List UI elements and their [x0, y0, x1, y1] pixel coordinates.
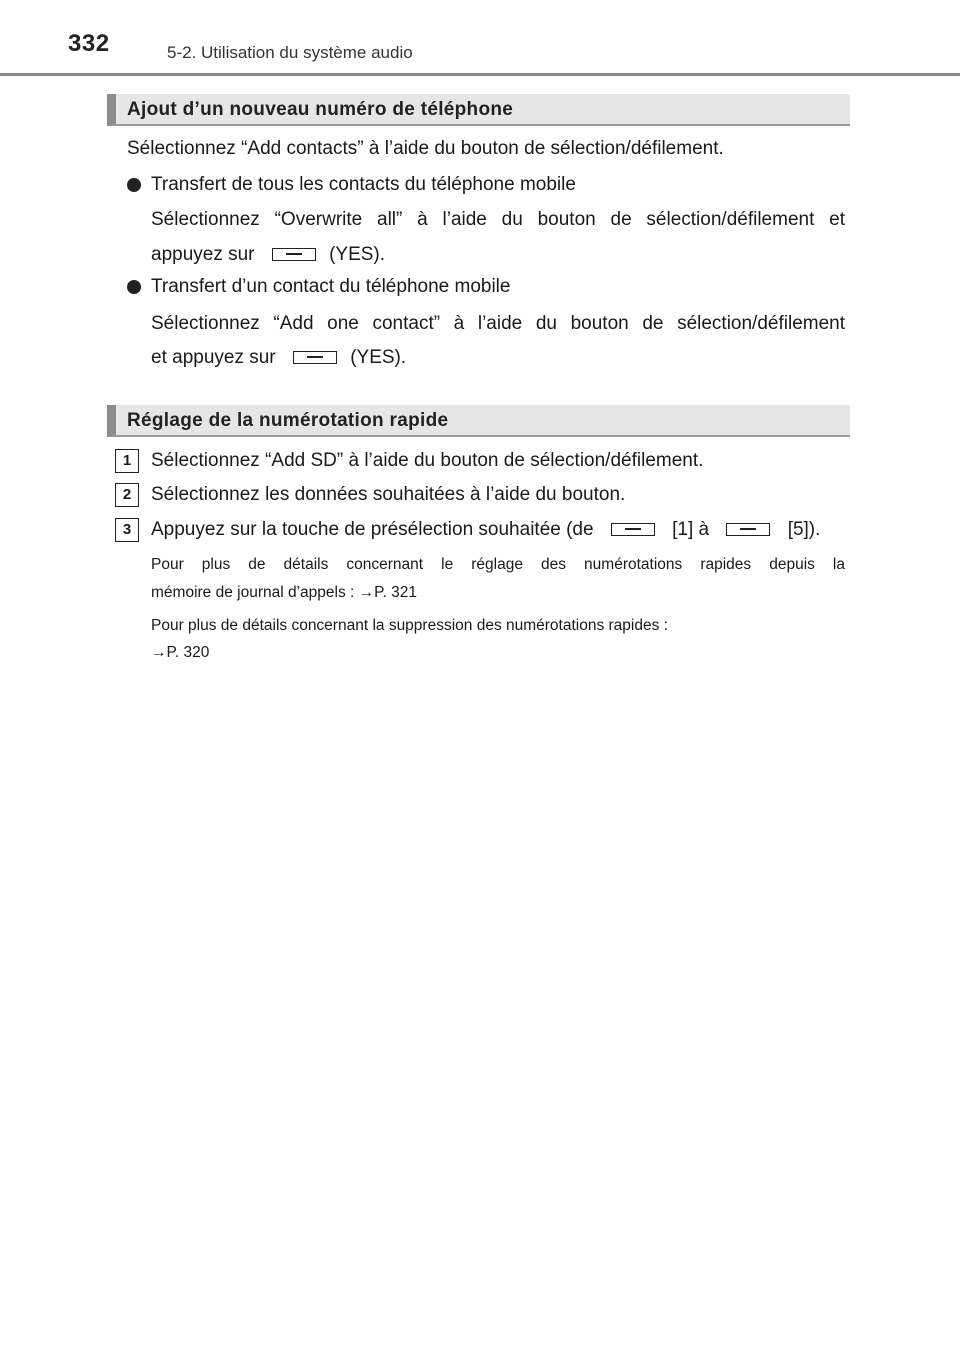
bullet2-label: Transfert d’un contact du téléphone mobile — [151, 276, 511, 297]
chapter-title: 5-2. Utilisation du système audio — [167, 43, 413, 62]
bullet-icon — [127, 178, 141, 192]
step3-text — [151, 512, 820, 547]
step-number-2: 2 — [115, 483, 139, 507]
button-symbol-icon — [726, 523, 770, 536]
section-heading-add-number — [107, 94, 850, 126]
bullet1-line1: Sélectionnez “Overwrite all” à l’aide du bouton de sélection/défilement et — [151, 209, 845, 230]
section-heading-speed-dial — [107, 405, 850, 437]
bullet1-line2 — [151, 237, 385, 272]
step3-text-pre: Appuyez sur la touche de présélection souhaitée (de — [151, 519, 594, 540]
header-rule — [0, 73, 960, 76]
step1-text: Sélectionnez “Add SD” à l’aide du bouton de sélection/défilement. — [151, 450, 704, 471]
note-1-line2: mémoire de journal d’appels : →P. 321 — [151, 584, 417, 601]
button-symbol-icon — [293, 351, 337, 364]
bullet1-label: Transfert de tous les contacts du téléphone mobile — [151, 174, 576, 195]
note-1-line1: Pour plus de détails concernant le réglage des numérotations rapides depuis la — [151, 556, 845, 573]
bullet2-line2 — [151, 340, 406, 375]
bullet2-line2-post: (YES). — [350, 347, 407, 368]
section-heading-text: Réglage de la numérotation rapide — [127, 410, 449, 431]
section1-intro: Sélectionnez “Add contacts” à l’aide du bouton de sélection/défilement. — [127, 138, 724, 159]
bullet1-line2-pre: appuyez sur — [151, 244, 255, 265]
step-number-3: 3 — [115, 518, 139, 542]
button-symbol-icon — [272, 248, 316, 261]
bullet-icon — [127, 280, 141, 294]
section-heading-text: Ajout d’un nouveau numéro de téléphone — [127, 99, 514, 120]
note-2-line2: →P. 320 — [151, 644, 210, 661]
bullet2-line2-pre: et appuyez sur — [151, 347, 276, 368]
step3-text-post: [5]). — [787, 519, 821, 540]
note-2-line1: Pour plus de détails concernant la suppression des numérotations rapides : — [151, 617, 668, 634]
button-symbol-icon — [611, 523, 655, 536]
page-number: 332 — [68, 30, 110, 57]
bullet1-line2-post: (YES). — [329, 244, 386, 265]
bullet2-line1: Sélectionnez “Add one contact” à l’aide du bouton de sélection/défilement — [151, 313, 845, 334]
step-number-1: 1 — [115, 449, 139, 473]
step2-text: Sélectionnez les données souhaitées à l’aide du bouton. — [151, 484, 626, 505]
step3-text-mid: [1] à — [672, 519, 710, 540]
